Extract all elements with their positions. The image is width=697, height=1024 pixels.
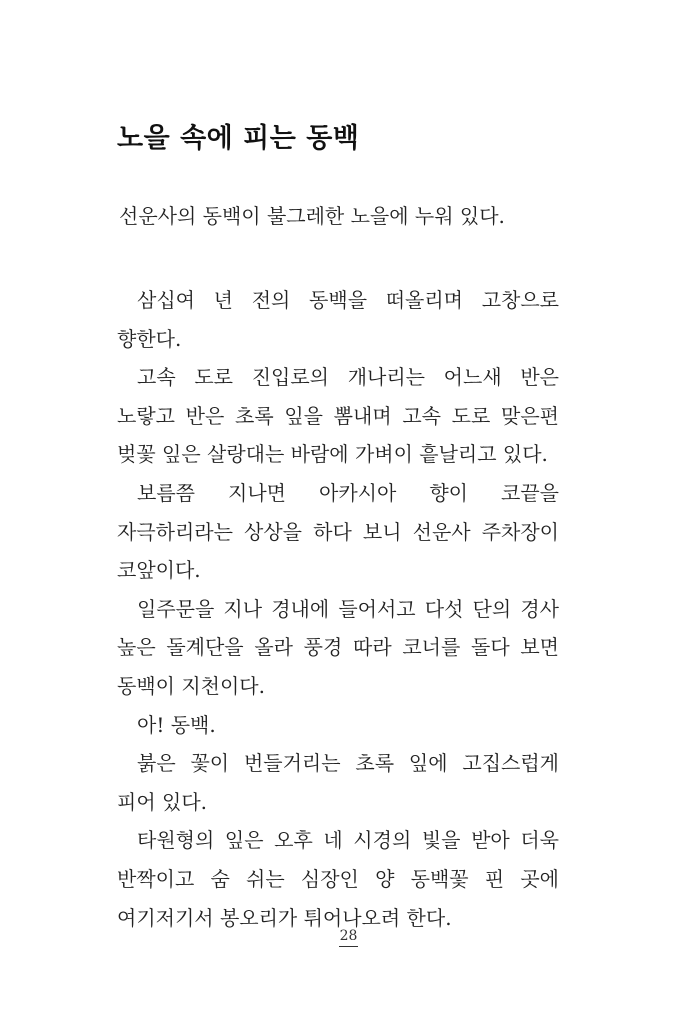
paragraph: 삼십여 년 전의 동백을 떠올리며 고창으로 향한다.: [117, 288, 559, 351]
page-number: [0, 927, 697, 947]
paragraph: 타원형의 잎은 오후 네 시경의 빛을 받아 더욱 반짝이고 숨 쉬는 심장인 양 동백꽃 핀 곳에 여기저기서 봉오리가 튀어나오려 한다.: [117, 828, 559, 930]
paragraph: 고속 도로 진입로의 개나리는 어느새 반은 노랗고 반은 초록 잎을 뽐내며 고속 도로 맞은편 벚꽃 잎은 살랑대는 바람에 가벼이 흩날리고 있다.: [117, 365, 559, 467]
paragraph: 붉은 꽃이 번들거리는 초록 잎에 고집스럽게 피어 있다.: [117, 751, 559, 814]
page-number-label: 28: [339, 927, 359, 947]
lead-sentence: 선운사의 동백이 불그레한 노을에 누워 있다.: [119, 204, 505, 228]
paragraph: 보름쯤 지나면 아카시아 향이 코끝을 자극하리라는 상상을 하다 보니 선운사 주차장이 코앞이다.: [117, 480, 559, 583]
paragraph: 아! 동백.: [137, 712, 216, 737]
body-text: [117, 281, 559, 937]
chapter-title: 노을 속에 피는 동백: [117, 123, 360, 154]
paragraph: 일주문을 지나 경내에 들어서고 다섯 단의 경사 높은 돌계단을 올라 풍경 따라 코너를 돌다 보면 동백이 지천이다.: [117, 596, 559, 698]
